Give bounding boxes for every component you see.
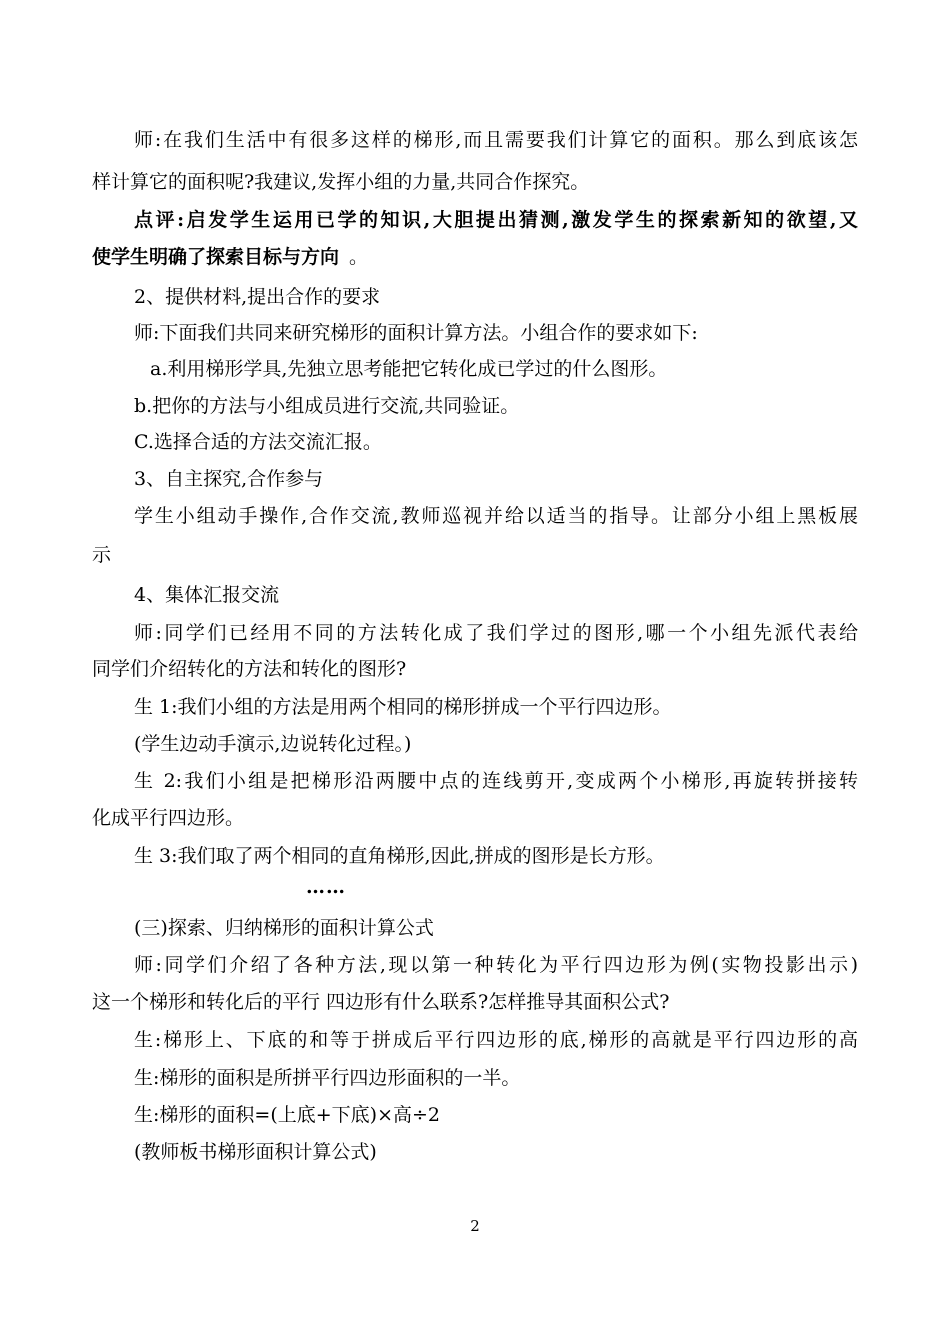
paragraph-line: 这一个梯形和转化后的平行 四边形有什么联系?怎样推导其面积公式? [92, 991, 670, 1013]
dialogue-line: 生:梯形上、下底的和等于拼成后平行四边形的底,梯形的高就是平行四边形的高 [134, 1029, 858, 1051]
dialogue-line: 生:梯形的面积=(上底+下底)×高÷2 [134, 1104, 440, 1126]
ellipsis: …… [306, 876, 346, 898]
paragraph-line: 师:在我们生活中有很多这样的梯形,而且需要我们计算它的面积。那么到底该怎 [134, 129, 858, 151]
list-item: a.利用梯形学具,先独立思考能把它转化成已学过的什么图形。 [150, 358, 668, 380]
paragraph-line: 示 [92, 544, 112, 566]
dialogue-line: (学生边动手演示,边说转化过程。) [134, 733, 412, 755]
list-item: b.把你的方法与小组成员进行交流,共同验证。 [134, 395, 520, 417]
paragraph-line: (教师板书梯形面积计算公式) [134, 1141, 377, 1163]
dialogue-line: 生 2:我们小组是把梯形沿两腰中点的连线剪开,变成两个小梯形,再旋转拼接转 [134, 770, 858, 792]
page-number: 2 [470, 1217, 480, 1235]
commentary-line: 使学生明确了探索目标与方向 [92, 246, 340, 268]
dialogue-line: 生:梯形的面积是所拼平行四边形面积的一半。 [134, 1067, 521, 1089]
commentary-line: 点评:启发学生运用已学的知识,大胆提出猜测,激发学生的探索新知的欲望,又 [134, 209, 858, 231]
paragraph-line: 师:同学们已经用不同的方法转化成了我们学过的图形,哪一个小组先派代表给 [134, 622, 858, 644]
section-heading: (三)探索、归纳梯形的面积计算公式 [134, 917, 434, 939]
paragraph-line: 师:同学们介绍了各种方法,现以第一种转化为平行四边形为例(实物投影出示) [134, 954, 858, 976]
dialogue-line: 化成平行四边形。 [92, 807, 245, 829]
paragraph-line: 同学们介绍转化的方法和转化的图形? [92, 658, 407, 680]
paragraph-line: 学生小组动手操作,合作交流,教师巡视并给以适当的指导。让部分小组上黑板展 [134, 505, 858, 527]
paragraph-line: 样计算它的面积呢?我建议,发挥小组的力量,共同合作探究。 [92, 171, 590, 193]
list-item: C.选择合适的方法交流汇报。 [134, 431, 382, 453]
dialogue-line: 生 3:我们取了两个相同的直角梯形,因此,拼成的图形是长方形。 [134, 845, 665, 867]
section-heading: 3、自主探究,合作参与 [134, 468, 324, 490]
commentary-period: 。 [349, 246, 369, 268]
paragraph-line: 师:下面我们共同来研究梯形的面积计算方法。小组合作的要求如下: [134, 322, 698, 344]
section-heading: 2、提供材料,提出合作的要求 [134, 286, 381, 308]
dialogue-line: 生 1:我们小组的方法是用两个相同的梯形拼成一个平行四边形。 [134, 696, 672, 718]
section-heading: 4、集体汇报交流 [134, 584, 280, 606]
